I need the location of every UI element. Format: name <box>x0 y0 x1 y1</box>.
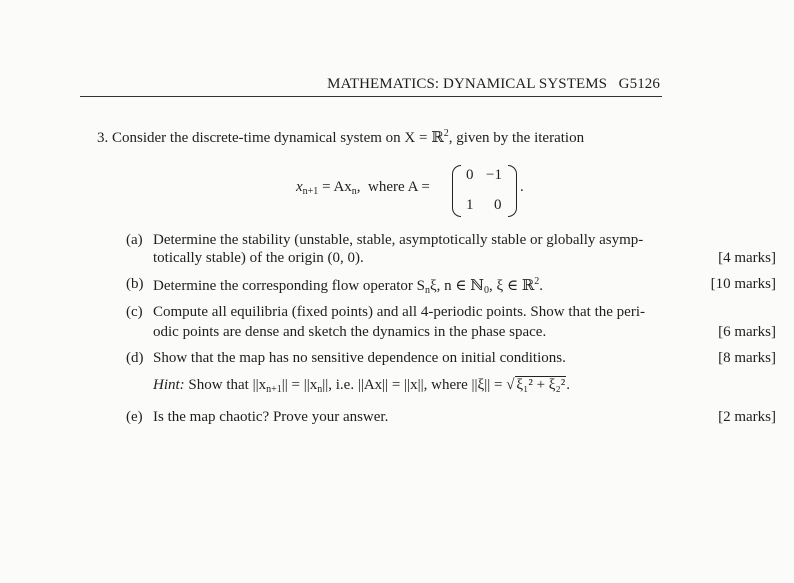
marks-e: [2 marks] <box>718 409 776 425</box>
part-text-line1: Is the map chaotic? Prove your answer. <box>153 409 389 425</box>
marks-c: [6 marks] <box>718 324 776 340</box>
matrix-a11: 0 <box>466 167 474 183</box>
part-text-line1: Determine the corresponding flow operator $S_n\xi$, n ∈ ℕ$_0$, ξ ∈ ℝ$^2$. <box>153 276 544 296</box>
part-label: (c) <box>126 304 143 320</box>
part-label: (e) <box>126 409 143 425</box>
matrix-right-bracket <box>508 165 517 217</box>
question-number: 3. <box>97 130 109 146</box>
part-text-line1: Determine the stability (unstable, stable, asymptotically stable or globally asymp- <box>153 232 644 248</box>
part-text-line2: odic points are dense and sketch the dynamics in the phase space. <box>153 324 547 340</box>
sqrt-symbol: √ <box>506 377 515 393</box>
page-header <box>80 76 662 97</box>
part-text-line1: Compute all equilibria (fixed points) and all 4-periodic points. Show that the peri- <box>153 304 645 320</box>
matrix-left-bracket <box>452 165 461 217</box>
matrix-a21: 1 <box>466 197 474 213</box>
marks-a: [4 marks] <box>718 250 776 266</box>
marks-b: [10 marks] <box>710 276 776 292</box>
part-label: (b) <box>126 276 144 292</box>
header-title: MATHEMATICS: DYNAMICAL SYSTEMS G5126 <box>327 76 660 92</box>
part-text-line1: Show that the map has no sensitive dependence on initial conditions. <box>153 350 566 366</box>
hint-line: Hint: Show that $||x_{n+1}|| = ||x_n||$, i.e. ||Ax|| = ||x||, where ||ξ|| = √ ξ₁² + ξ₂². <box>153 377 570 395</box>
part-label: (a) <box>126 232 143 248</box>
equation-period: . <box>520 179 524 195</box>
part-text-line2: totically stable) of the origin (0, 0). <box>153 250 364 266</box>
question-text: Consider the discrete-time dynamical system on X = ℝ$^2$, given by the iteration <box>112 128 585 146</box>
matrix-a22: 0 <box>494 197 502 213</box>
hint-root: ξ₁² + ξ₂² <box>516 377 566 393</box>
hint-label: Hint: <box>153 377 185 393</box>
question-intro <box>97 128 584 147</box>
marks-d: [8 marks] <box>718 350 776 366</box>
matrix-a12: −1 <box>486 167 502 183</box>
equation-lhs: $x_{n+1} = Ax_n$, where A = <box>296 179 430 197</box>
part-label: (d) <box>126 350 144 366</box>
